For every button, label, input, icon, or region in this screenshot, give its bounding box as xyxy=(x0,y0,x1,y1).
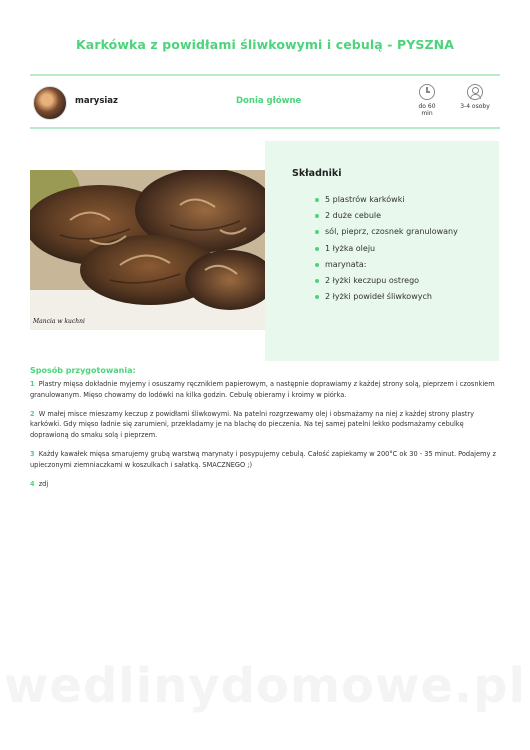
ingredients-panel xyxy=(265,141,499,361)
step-text: W małej misce mieszamy keczup z powidłami śliwkowymi. Na patelni rozgrzewamy olej i obsmażamy na niej z każdej strony plastry karkówki. Gdy mięso ładnie się zarumieni, przekładamy je na blachę do pieczenia. Na tej samej patelni lekko podsmażamy cebulkę doprawioną do smaku solą i pieprzem. xyxy=(30,409,475,440)
author-name[interactable]: marysiaz xyxy=(75,96,118,106)
recipe-photo xyxy=(30,170,265,330)
site-watermark: wedlinydomowe.pl xyxy=(4,658,526,714)
prep-time xyxy=(412,84,442,117)
ingredient-item: marynata: xyxy=(315,257,485,273)
method-step xyxy=(30,479,500,490)
step-number: 2 xyxy=(30,409,35,418)
step-text: zdj xyxy=(38,479,49,488)
servings xyxy=(455,84,495,110)
ingredient-item: 5 plastrów karkówki xyxy=(315,192,485,208)
step-text: Plastry mięsa dokładnie myjemy i osuszamy ręcznikiem papierowym, a następnie doprawiamy z każdej strony solą, pieprzem i czosnkiem granulowanym. Mięso chowamy do lodówki na kilka godzin. Cebulę obieramy i kroimy w piórka. xyxy=(30,380,495,399)
method-step xyxy=(30,379,500,401)
header-divider-top xyxy=(30,74,500,76)
servings-label: 3-4 osoby xyxy=(460,103,490,110)
ingredient-item: 1 łyżka oleju xyxy=(315,241,485,257)
ingredients-list xyxy=(315,192,485,305)
photo-signature: Mancia w kuchni xyxy=(33,318,85,325)
clock-icon xyxy=(419,84,435,100)
header-divider-bottom xyxy=(30,127,500,129)
method-step xyxy=(30,409,500,441)
step-number: 1 xyxy=(30,380,35,388)
method-step xyxy=(30,449,500,471)
step-number: 3 xyxy=(30,449,35,458)
step-number: 4 xyxy=(30,479,35,488)
step-text: Każdy kawałek mięsa smarujemy grubą warstwą marynaty i posypujemy cebulą. Całość zapiekamy w 200°C ok 30 - 35 minut. Podajemy z upieczonymi ziemniaczkami w koszulkach i sałatką. SMACZNEGO ;) xyxy=(30,449,496,469)
ingredient-item: 2 duże cebule xyxy=(315,208,485,224)
page-title: Karkówka z powidłami śliwkowymi i cebulą - PYSZNA xyxy=(76,37,454,52)
ingredient-item: sól, pieprz, czosnek granulowany xyxy=(315,224,485,240)
person-icon xyxy=(467,84,483,100)
method-heading: Sposób przygotowania: xyxy=(30,366,136,375)
prep-time-label: do 60 min xyxy=(418,103,436,117)
method-section xyxy=(30,366,500,497)
ingredients-heading: Składniki xyxy=(292,168,342,179)
ingredient-item: 2 łyżki powideł śliwkowych xyxy=(315,289,485,305)
ingredient-item: 2 łyżki keczupu ostrego xyxy=(315,273,485,289)
home-link[interactable]: Donia główne xyxy=(236,96,302,106)
avatar[interactable] xyxy=(33,86,67,120)
